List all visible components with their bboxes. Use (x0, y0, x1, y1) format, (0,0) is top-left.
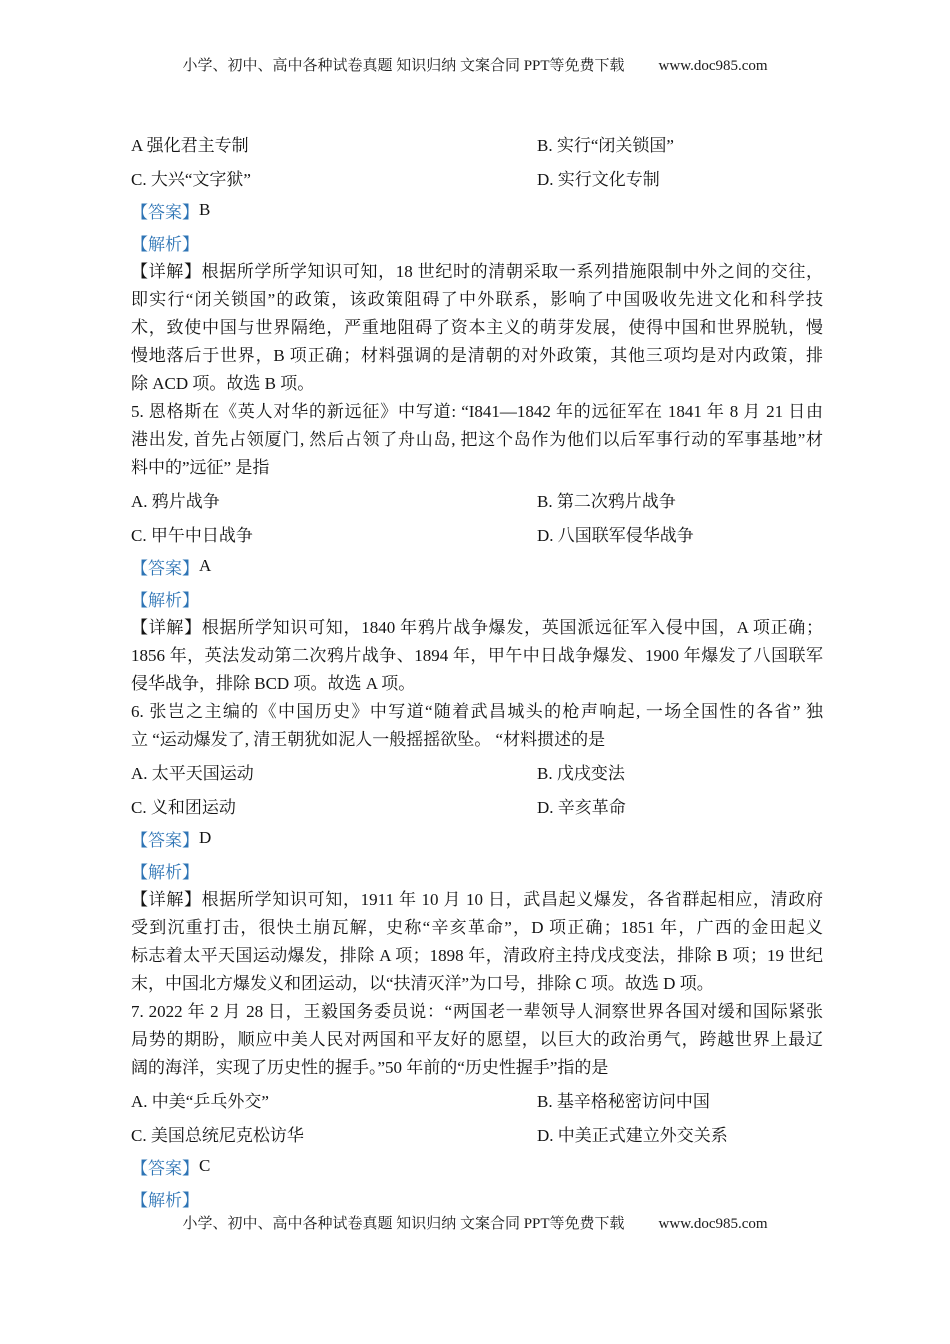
answer-label: 【答案】 (131, 1158, 199, 1178)
q4-option-c: C. 大兴“文字狱” (131, 169, 251, 189)
q7-stem-line: 阔的海洋，实现了历史性的握手。”50 年前的“历史性握手”指的是 (131, 1058, 609, 1077)
q6-option-b: B. 戊戌变法 (537, 763, 625, 783)
q7-stem-line: 7. 2022 年 2 月 28 日，王毅国务委员说：“两国老一辈领导人洞察世界各国对缓和国际紧张 (131, 1002, 823, 1021)
answer-label: 【答案】 (131, 202, 199, 222)
q5-analysis-line (131, 582, 823, 614)
q6-answer-value: D (199, 828, 212, 847)
q4-answer-line (131, 194, 823, 226)
q5-detail-line: 1856 年，英法发动第二次鸦片战争、1894 年，甲午中日战争爆发、1900 年爆发了八国联军 (131, 646, 823, 665)
q7-analysis-line (131, 1182, 823, 1214)
q4-analysis-line (131, 226, 823, 258)
q6-detail-paragraph (131, 886, 823, 998)
q7-option-a: A. 中美“乒乓外交” (131, 1091, 269, 1111)
q5-option-d: D. 八国联军侵华战争 (537, 525, 694, 545)
q5-option-a: A. 鸦片战争 (131, 491, 220, 511)
document-content (131, 126, 823, 1214)
footer-url-link[interactable]: www.doc985.com (658, 1216, 768, 1232)
q4-detail-line: 慢地落后于世界，B 项正确；材料强调的是清朝的对外政策，其他三项均是对内政策，排 (131, 346, 823, 365)
q6-analysis-line (131, 854, 823, 886)
q4-detail-line: 除 ACD 项。故选 B 项。 (131, 374, 315, 393)
q6-detail-line: 标志着太平天国运动爆发，排除 A 项；1898 年，清政府主持戊戌变法，排除 B 项；19 世纪 (131, 946, 823, 965)
header-url-link[interactable]: www.doc985.com (658, 58, 768, 74)
q5-stem-line: 5. 恩格斯在《英人对华的新远征》中写道: “I841—1842 年的远征军在 1841 年 8 月 21 日由 (131, 402, 823, 421)
q6-stem-line: 6. 张岂之主编的《中国历史》中写道“随着武昌城头的枪声响起, 一场全国性的各省” 独 (131, 702, 823, 721)
q7-stem-line: 局势的期盼，顺应中美人民对两国和平友好的愿望，以巨大的政治勇气，跨越世界上最辽 (131, 1030, 823, 1049)
q7-answer-line (131, 1150, 823, 1182)
q6-option-d: D. 辛亥革命 (537, 797, 626, 817)
q5-detail-line: 侵华战争，排除 BCD 项。故选 A 项。 (131, 674, 416, 693)
q4-detail-line: 即实行“闭关锁国”的政策，该政策阻碍了中外联系，影响了中国吸收先进文化和科学技 (131, 290, 823, 309)
page-footer (0, 1212, 950, 1233)
answer-label: 【答案】 (131, 830, 199, 850)
q6-option-c: C. 义和团运动 (131, 797, 236, 817)
header-text: 小学、初中、高中各种试卷真题 知识归纳 文案合同 PPT等免费下载 (182, 58, 625, 74)
page-header (0, 54, 950, 75)
analysis-label: 【解析】 (131, 1190, 199, 1210)
q6-detail-line: 受到沉重打击，很快土崩瓦解，史称“辛亥革命”，D 项正确；1851 年，广西的金田起义 (131, 918, 823, 937)
q4-option-b: B. 实行“闭关锁国” (537, 135, 674, 155)
q5-stem-line: 港出发, 首先占领厦门, 然后占领了舟山岛, 把这个岛作为他们以后军事行动的军事基地”材 (131, 430, 823, 449)
analysis-label: 【解析】 (131, 234, 199, 254)
q6-answer-line (131, 822, 823, 854)
analysis-label: 【解析】 (131, 862, 199, 882)
q5-stem (131, 398, 823, 482)
q4-answer-value: B (199, 200, 211, 219)
q5-options (131, 482, 823, 550)
q4-detail-line: 术，致使中国与世界隔绝，严重地阻碍了资本主义的萌芽发展，使得中国和世界脱轨，慢 (131, 318, 823, 337)
q6-stem (131, 698, 823, 754)
q7-option-d: D. 中美正式建立外交关系 (537, 1125, 728, 1145)
q5-option-b: B. 第二次鸦片战争 (537, 491, 676, 511)
q4-detail-paragraph (131, 258, 823, 398)
q7-answer-value: C (199, 1156, 211, 1175)
q4-detail-line: 【详解】根据所学所学知识可知，18 世纪时的清朝采取一系列措施限制中外之间的交往， (131, 262, 823, 281)
q4-options (131, 126, 823, 194)
q6-detail-line: 【详解】根据所学知识可知，1911 年 10 月 10 日，武昌起义爆发，各省群起相应，清政府 (131, 890, 823, 909)
q6-stem-line: 立 “运动爆发了, 清王朝犹如泥人一般摇摇欲坠。 “材料掼述的是 (131, 730, 606, 749)
q5-detail-line: 【详解】根据所学知识可知，1840 年鸦片战争爆发，英国派远征军入侵中国，A 项正确； (131, 618, 823, 637)
analysis-label: 【解析】 (131, 590, 199, 610)
q5-answer-value: A (199, 556, 212, 575)
answer-label: 【答案】 (131, 558, 199, 578)
q4-option-d: D. 实行文化专制 (537, 169, 660, 189)
q6-detail-line: 末，中国北方爆发义和团运动，以“扶清灭洋”为口号，排除 C 项。故选 D 项。 (131, 974, 714, 993)
q6-option-a: A. 太平天国运动 (131, 763, 254, 783)
q5-stem-line: 料中的”远征” 是指 (131, 458, 270, 477)
q7-options (131, 1082, 823, 1150)
footer-text: 小学、初中、高中各种试卷真题 知识归纳 文案合同 PPT等免费下载 (182, 1216, 625, 1232)
q7-stem (131, 998, 823, 1082)
q5-answer-line (131, 550, 823, 582)
q6-options (131, 754, 823, 822)
q5-option-c: C. 甲午中日战争 (131, 525, 253, 545)
q7-option-b: B. 基辛格秘密访问中国 (537, 1091, 710, 1111)
q4-option-a: A 强化君主专制 (131, 135, 249, 155)
q7-option-c: C. 美国总统尼克松访华 (131, 1125, 304, 1145)
q5-detail-paragraph (131, 614, 823, 698)
